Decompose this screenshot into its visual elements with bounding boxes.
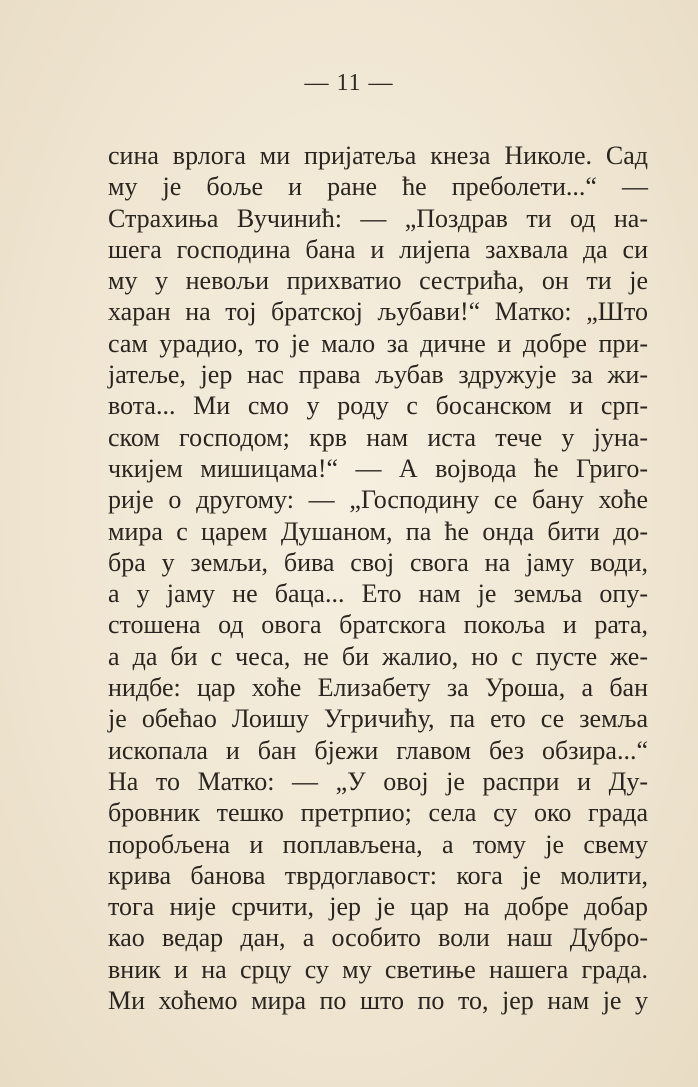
text-line-4: шега господина бана и лијепа захвала да си: [108, 234, 648, 264]
text-line-9: вота... Ми смо у роду с босанском и срп-: [108, 391, 648, 421]
text-line-2: му је боље и ране ће преболети...“ —: [108, 172, 648, 202]
text-line-24: крива банова тврдоглавост: кога је молити,: [108, 860, 648, 890]
text-line-19: је обећао Лоишу Угричићу, па ето се земља: [108, 704, 648, 734]
text-line-18: нидбе: цар хоће Елизабету за Уроша, а бан: [108, 673, 648, 703]
text-line-15: а у јаму не баца... Ето нам је земља опу-: [108, 579, 648, 609]
text-line-7: сам урадио, то је мало за дичне и добре при-: [108, 328, 648, 358]
text-line-28: Ми хоћемо мира по што по то, јер нам је у: [108, 986, 648, 1016]
body-text: [108, 140, 648, 1016]
text-line-23: поробљена и поплављена, а тому је свему: [108, 829, 648, 859]
text-line-16: стошена од овога братскога покоља и рата,: [108, 610, 648, 640]
text-line-25: тога није срчити, јер је цар на добре добар: [108, 892, 648, 922]
text-line-13: мира с царем Душаном, па ће онда бити до-: [108, 516, 648, 546]
text-line-11: чкијем мишицама!“ — А војвода ће Григо-: [108, 453, 648, 483]
text-line-6: харан на тој братској љубави!“ Матко: „Што: [108, 297, 648, 327]
text-line-10: ском господом; крв нам иста тече у јуна-: [108, 422, 648, 452]
text-line-17: а да би с чеса, не би жалио, но с пусте же-: [108, 641, 648, 671]
text-line-22: бровник тешко претрпио; села су око града: [108, 798, 648, 828]
text-line-5: му у невољи прихватио сестрића, он ти је: [108, 266, 648, 296]
text-line-8: јатеље, јер нас права љубав здружује за жи-: [108, 360, 648, 390]
text-line-14: бра у земљи, бива свој свога на јаму води,: [108, 547, 648, 577]
text-line-27: вник и на срцу су му светиње нашега града.: [108, 954, 648, 984]
text-line-1: сина врлога ми пријатеља кнеза Николе. Сад: [108, 141, 648, 170]
text-line-12: рије о другому: — „Господину се бану хоће: [108, 485, 648, 515]
text-line-21: На то Матко: — „У овој је распри и Ду-: [108, 766, 648, 796]
text-line-20: ископала и бан бјежи главом без обзира...“: [108, 735, 648, 765]
text-line-26: као ведар дан, а особито воли наш Дубро-: [108, 923, 648, 953]
text-line-3: Страхиња Вучинић: — „Поздрав ти од на-: [108, 203, 648, 233]
page-number: — 11 —: [304, 70, 394, 96]
